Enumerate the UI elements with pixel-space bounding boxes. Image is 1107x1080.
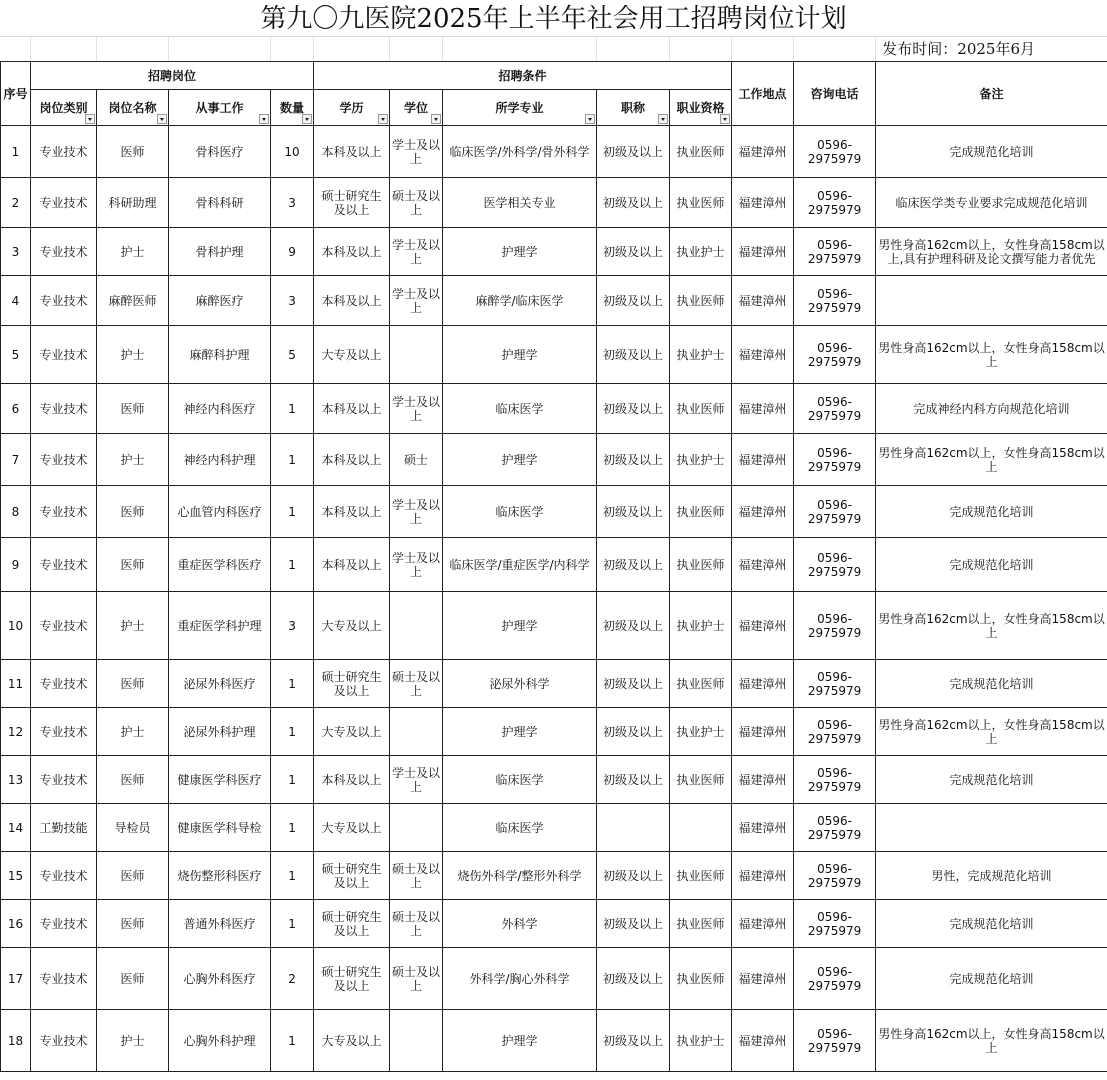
table-cell-education: 本科及以上 [314,538,390,592]
table-cell-work: 神经内科医疗 [169,384,271,434]
table-cell-work: 心胸外科护理 [169,1010,271,1072]
table-cell-post: 护士 [97,592,169,660]
table-cell-education: 本科及以上 [314,126,390,178]
table-row [1,228,1107,276]
table-cell-seq: 5 [1,326,31,384]
table-cell-qualification: 执业护士 [670,326,732,384]
table-cell-post: 麻醉医师 [97,276,169,326]
filter-dropdown-icon[interactable] [302,114,312,124]
table-cell-education: 本科及以上 [314,276,390,326]
table-cell-category: 专业技术 [31,756,97,804]
table-cell-education: 大专及以上 [314,326,390,384]
table-cell-count: 1 [271,384,314,434]
table-cell-remark [876,804,1107,852]
table-cell-category: 专业技术 [31,708,97,756]
table-cell-qualification: 执业医师 [670,900,732,948]
table-cell-post: 医师 [97,852,169,900]
table-cell-remark: 完成规范化培训 [876,486,1107,538]
table-cell-qualification: 执业医师 [670,486,732,538]
table-cell-work: 泌尿外科医疗 [169,660,271,708]
table-cell-seq: 3 [1,228,31,276]
table-cell-count: 10 [271,126,314,178]
table-cell-phone: 0596-2975979 [794,434,876,486]
table-cell-location: 福建漳州 [732,126,794,178]
table-cell-seq: 13 [1,756,31,804]
table-row [1,434,1107,486]
table-cell-remark: 男性身高162cm以上，女性身高158cm以上 [876,592,1107,660]
table-cell-work: 健康医学科医疗 [169,756,271,804]
table-cell-title: 初级及以上 [597,434,670,486]
header-degree: 学位 [404,100,429,115]
header-title-cell [597,90,670,126]
table-cell-work: 重症医学科护理 [169,592,271,660]
table-cell-location: 福建漳州 [732,276,794,326]
table-cell-seq: 4 [1,276,31,326]
table-cell-category: 专业技术 [31,852,97,900]
table-cell-phone: 0596-2975979 [794,804,876,852]
table-cell-remark [876,276,1107,326]
table-cell-category: 专业技术 [31,660,97,708]
table-cell-work: 神经内科护理 [169,434,271,486]
table-cell-remark: 男性身高162cm以上，女性身高158cm以上 [876,1010,1107,1072]
table-cell-phone: 0596-2975979 [794,126,876,178]
header-major-cell [443,90,597,126]
table-cell-degree [390,592,443,660]
table-cell-seq: 16 [1,900,31,948]
table-cell-remark: 完成神经内科方向规范化培训 [876,384,1107,434]
table-cell-major: 临床医学 [443,384,597,434]
table-cell-seq: 10 [1,592,31,660]
table-row [1,804,1107,852]
table-cell-location: 福建漳州 [732,178,794,228]
table-cell-title: 初级及以上 [597,1010,670,1072]
page-title: 第九〇九医院2025年上半年社会用工招聘岗位计划 [260,4,847,34]
table-cell-title: 初级及以上 [597,126,670,178]
table-cell-post: 医师 [97,538,169,592]
table-cell-count: 1 [271,900,314,948]
header-count: 数量 [280,100,305,115]
header-post-name: 岗位名称 [108,100,157,115]
table-cell-phone: 0596-2975979 [794,1010,876,1072]
table-cell-phone: 0596-2975979 [794,708,876,756]
table-cell-work: 骨科科研 [169,178,271,228]
filter-dropdown-icon[interactable] [658,114,668,124]
table-cell-category: 专业技术 [31,538,97,592]
table-cell-location: 福建漳州 [732,660,794,708]
table-cell-seq: 14 [1,804,31,852]
table-row [1,326,1107,384]
table-row [1,756,1107,804]
table-cell-title: 初级及以上 [597,708,670,756]
table-cell-count: 3 [271,592,314,660]
table-cell-major: 护理学 [443,326,597,384]
table-cell-qualification: 执业护士 [670,1010,732,1072]
table-cell-major: 外科学/胸心外科学 [443,948,597,1010]
table-cell-category: 专业技术 [31,178,97,228]
table-cell-count: 1 [271,804,314,852]
table-cell-work: 麻醉医疗 [169,276,271,326]
filter-dropdown-icon[interactable] [431,114,441,124]
table-cell-phone: 0596-2975979 [794,538,876,592]
table-cell-phone: 0596-2975979 [794,948,876,1010]
filter-dropdown-icon[interactable] [720,114,730,124]
table-row [1,592,1107,660]
table-cell-phone: 0596-2975979 [794,228,876,276]
table-cell-location: 福建漳州 [732,1010,794,1072]
table-cell-major: 外科学 [443,900,597,948]
table-cell-seq: 17 [1,948,31,1010]
table-cell-major: 麻醉学/临床医学 [443,276,597,326]
table-cell-work: 骨科医疗 [169,126,271,178]
filter-dropdown-icon[interactable] [157,114,167,124]
table-cell-major: 泌尿外科学 [443,660,597,708]
table-cell-count: 2 [271,948,314,1010]
table-cell-post: 护士 [97,434,169,486]
table-cell-seq: 1 [1,126,31,178]
header-degree-cell [390,90,443,126]
header-work: 从事工作 [195,100,244,115]
table-cell-post: 护士 [97,326,169,384]
table-cell-count: 1 [271,1010,314,1072]
header-phone: 咨询电话 [794,62,876,126]
table-cell-count: 1 [271,486,314,538]
table-cell-location: 福建漳州 [732,708,794,756]
table-cell-degree: 硕士及以上 [390,852,443,900]
table-row [1,486,1107,538]
table-cell-title: 初级及以上 [597,276,670,326]
table-cell-location: 福建漳州 [732,486,794,538]
table-cell-category: 专业技术 [31,1010,97,1072]
table-cell-title [597,804,670,852]
table-cell-count: 1 [271,538,314,592]
table-cell-education: 本科及以上 [314,384,390,434]
table-cell-count: 3 [271,178,314,228]
table-cell-education: 本科及以上 [314,756,390,804]
table-row [1,660,1107,708]
table-cell-qualification: 执业医师 [670,756,732,804]
table-cell-education: 大专及以上 [314,592,390,660]
header-work-cell [169,90,271,126]
table-cell-post: 医师 [97,126,169,178]
table-cell-post: 医师 [97,756,169,804]
table-cell-remark: 完成规范化培训 [876,660,1107,708]
table-row [1,900,1107,948]
table-row [1,538,1107,592]
table-cell-qualification: 执业医师 [670,538,732,592]
table-cell-phone: 0596-2975979 [794,486,876,538]
header-major: 所学专业 [495,100,544,115]
header-qualification-cell [670,90,732,126]
table-cell-post: 护士 [97,228,169,276]
table-cell-title: 初级及以上 [597,486,670,538]
table-cell-qualification: 执业护士 [670,592,732,660]
table-cell-work: 骨科护理 [169,228,271,276]
table-cell-seq: 8 [1,486,31,538]
header-location: 工作地点 [732,62,794,126]
table-cell-remark: 完成规范化培训 [876,756,1107,804]
table-cell-degree: 硕士 [390,434,443,486]
table-cell-remark: 完成规范化培训 [876,126,1107,178]
table-cell-seq: 7 [1,434,31,486]
table-cell-qualification: 执业护士 [670,228,732,276]
table-cell-location: 福建漳州 [732,852,794,900]
table-cell-work: 心血管内科医疗 [169,486,271,538]
table-cell-remark: 完成规范化培训 [876,538,1107,592]
table-cell-post: 护士 [97,708,169,756]
table-cell-category: 专业技术 [31,384,97,434]
table-cell-education: 大专及以上 [314,804,390,852]
table-cell-major: 医学相关专业 [443,178,597,228]
table-cell-category: 专业技术 [31,900,97,948]
table-cell-phone: 0596-2975979 [794,756,876,804]
table-cell-remark: 男性身高162cm以上，女性身高158cm以上 [876,708,1107,756]
header-category: 岗位类别 [39,100,88,115]
table-cell-post: 医师 [97,900,169,948]
header-group-conditions: 招聘条件 [314,62,732,90]
table-cell-degree: 学士及以上 [390,486,443,538]
header-post-name-cell [97,90,169,126]
header-education: 学历 [339,100,364,115]
table-cell-seq: 9 [1,538,31,592]
table-cell-work: 泌尿外科护理 [169,708,271,756]
table-cell-degree: 学士及以上 [390,126,443,178]
table-cell-phone: 0596-2975979 [794,592,876,660]
table-cell-remark: 完成规范化培训 [876,900,1107,948]
table-cell-work: 烧伤整形科医疗 [169,852,271,900]
recruitment-table [0,61,1107,1072]
table-cell-major: 临床医学/重症医学/内科学 [443,538,597,592]
table-cell-major: 护理学 [443,434,597,486]
header-group-post: 招聘岗位 [31,62,314,90]
table-cell-qualification: 执业医师 [670,276,732,326]
table-cell-degree: 硕士及以上 [390,948,443,1010]
header-qualification: 职业资格 [676,100,725,115]
table-cell-title: 初级及以上 [597,948,670,1010]
table-cell-degree [390,708,443,756]
table-cell-education: 本科及以上 [314,434,390,486]
table-cell-count: 1 [271,756,314,804]
table-cell-education: 硕士研究生及以上 [314,178,390,228]
table-cell-seq: 15 [1,852,31,900]
table-cell-location: 福建漳州 [732,804,794,852]
table-row [1,948,1107,1010]
table-cell-education: 硕士研究生及以上 [314,900,390,948]
table-cell-title: 初级及以上 [597,538,670,592]
table-cell-remark: 男性身高162cm以上，女性身高158cm以上 [876,326,1107,384]
table-cell-location: 福建漳州 [732,900,794,948]
table-cell-major: 临床医学/外科学/骨外科学 [443,126,597,178]
header-title: 职称 [621,100,646,115]
table-cell-degree: 学士及以上 [390,384,443,434]
table-cell-category: 专业技术 [31,948,97,1010]
table-cell-count: 1 [271,660,314,708]
table-cell-education: 大专及以上 [314,708,390,756]
table-cell-qualification: 执业护士 [670,434,732,486]
header-remark: 备注 [876,62,1107,126]
table-cell-qualification [670,804,732,852]
table-cell-major: 护理学 [443,592,597,660]
table-cell-location: 福建漳州 [732,384,794,434]
table-row [1,276,1107,326]
table-cell-seq: 18 [1,1010,31,1072]
table-cell-degree: 硕士及以上 [390,900,443,948]
table-row [1,384,1107,434]
table-cell-major: 临床医学 [443,756,597,804]
table-cell-title: 初级及以上 [597,384,670,434]
header-education-cell [314,90,390,126]
table-cell-category: 专业技术 [31,486,97,538]
table-cell-title: 初级及以上 [597,228,670,276]
table-cell-seq: 6 [1,384,31,434]
table-cell-post: 医师 [97,948,169,1010]
table-cell-degree: 硕士及以上 [390,178,443,228]
table-cell-major: 护理学 [443,228,597,276]
header-seq: 序号 [1,62,31,126]
table-cell-location: 福建漳州 [732,326,794,384]
table-cell-post: 科研助理 [97,178,169,228]
table-cell-qualification: 执业护士 [670,708,732,756]
table-cell-qualification: 执业医师 [670,948,732,1010]
table-cell-degree: 学士及以上 [390,538,443,592]
filter-dropdown-icon[interactable] [85,114,95,124]
table-cell-remark: 男性，完成规范化培训 [876,852,1107,900]
filter-dropdown-icon[interactable] [585,114,595,124]
table-cell-major: 临床医学 [443,804,597,852]
table-cell-phone: 0596-2975979 [794,384,876,434]
table-cell-work: 重症医学科医疗 [169,538,271,592]
table-cell-degree [390,1010,443,1072]
table-cell-education: 硕士研究生及以上 [314,660,390,708]
table-cell-education: 大专及以上 [314,1010,390,1072]
table-cell-degree: 学士及以上 [390,276,443,326]
table-cell-phone: 0596-2975979 [794,276,876,326]
table-cell-phone: 0596-2975979 [794,326,876,384]
table-cell-location: 福建漳州 [732,756,794,804]
table-cell-title: 初级及以上 [597,178,670,228]
table-cell-post: 护士 [97,1010,169,1072]
table-cell-qualification: 执业医师 [670,178,732,228]
table-row [1,852,1107,900]
table-cell-education: 本科及以上 [314,486,390,538]
table-cell-title: 初级及以上 [597,852,670,900]
table-cell-location: 福建漳州 [732,948,794,1010]
table-cell-seq: 2 [1,178,31,228]
table-cell-work: 麻醉科护理 [169,326,271,384]
table-cell-title: 初级及以上 [597,326,670,384]
table-cell-degree [390,326,443,384]
table-row [1,708,1107,756]
header-category-cell [31,90,97,126]
table-cell-category: 专业技术 [31,592,97,660]
table-cell-qualification: 执业医师 [670,126,732,178]
table-cell-post: 医师 [97,486,169,538]
table-cell-phone: 0596-2975979 [794,660,876,708]
table-cell-count: 3 [271,276,314,326]
table-cell-major: 烧伤外科学/整形外科学 [443,852,597,900]
table-cell-work: 心胸外科医疗 [169,948,271,1010]
table-cell-remark: 男性身高162cm以上，女性身高158cm以上 [876,434,1107,486]
table-cell-category: 专业技术 [31,276,97,326]
table-cell-count: 9 [271,228,314,276]
table-cell-count: 1 [271,434,314,486]
table-cell-education: 本科及以上 [314,228,390,276]
table-cell-phone: 0596-2975979 [794,852,876,900]
table-cell-count: 1 [271,708,314,756]
table-cell-remark: 男性身高162cm以上，女性身高158cm以上,具有护理科研及论文撰写能力者优先 [876,228,1107,276]
table-cell-seq: 12 [1,708,31,756]
table-cell-phone: 0596-2975979 [794,900,876,948]
filter-dropdown-icon[interactable] [378,114,388,124]
table-cell-category: 专业技术 [31,434,97,486]
table-cell-category: 工勤技能 [31,804,97,852]
table-cell-education: 硕士研究生及以上 [314,852,390,900]
table-cell-count: 5 [271,326,314,384]
table-cell-location: 福建漳州 [732,228,794,276]
table-cell-major: 护理学 [443,708,597,756]
table-cell-location: 福建漳州 [732,434,794,486]
table-cell-remark: 完成规范化培训 [876,948,1107,1010]
table-cell-post: 医师 [97,660,169,708]
table-cell-work: 普通外科医疗 [169,900,271,948]
table-row [1,1010,1107,1072]
table-cell-phone: 0596-2975979 [794,178,876,228]
table-cell-title: 初级及以上 [597,900,670,948]
table-cell-degree: 硕士及以上 [390,660,443,708]
table-cell-major: 护理学 [443,1010,597,1072]
table-cell-degree: 学士及以上 [390,756,443,804]
table-cell-location: 福建漳州 [732,592,794,660]
filter-dropdown-icon[interactable] [259,114,269,124]
table-cell-degree [390,804,443,852]
table-cell-title: 初级及以上 [597,756,670,804]
table-cell-count: 1 [271,852,314,900]
table-cell-post: 医师 [97,384,169,434]
table-cell-qualification: 执业医师 [670,852,732,900]
table-cell-category: 专业技术 [31,126,97,178]
table-cell-degree: 学士及以上 [390,228,443,276]
table-cell-seq: 11 [1,660,31,708]
table-cell-qualification: 执业医师 [670,384,732,434]
table-cell-title: 初级及以上 [597,660,670,708]
header-count-cell [271,90,314,126]
publish-date: 发布时间：2025年6月 [882,40,1035,58]
table-cell-remark: 临床医学类专业要求完成规范化培训 [876,178,1107,228]
table-cell-title: 初级及以上 [597,592,670,660]
table-cell-education: 硕士研究生及以上 [314,948,390,1010]
table-cell-post: 导检员 [97,804,169,852]
table-cell-work: 健康医学科导检 [169,804,271,852]
table-cell-major: 临床医学 [443,486,597,538]
table-cell-category: 专业技术 [31,228,97,276]
table-cell-location: 福建漳州 [732,538,794,592]
table-cell-category: 专业技术 [31,326,97,384]
table-cell-qualification: 执业医师 [670,660,732,708]
table-row [1,126,1107,178]
table-row [1,178,1107,228]
